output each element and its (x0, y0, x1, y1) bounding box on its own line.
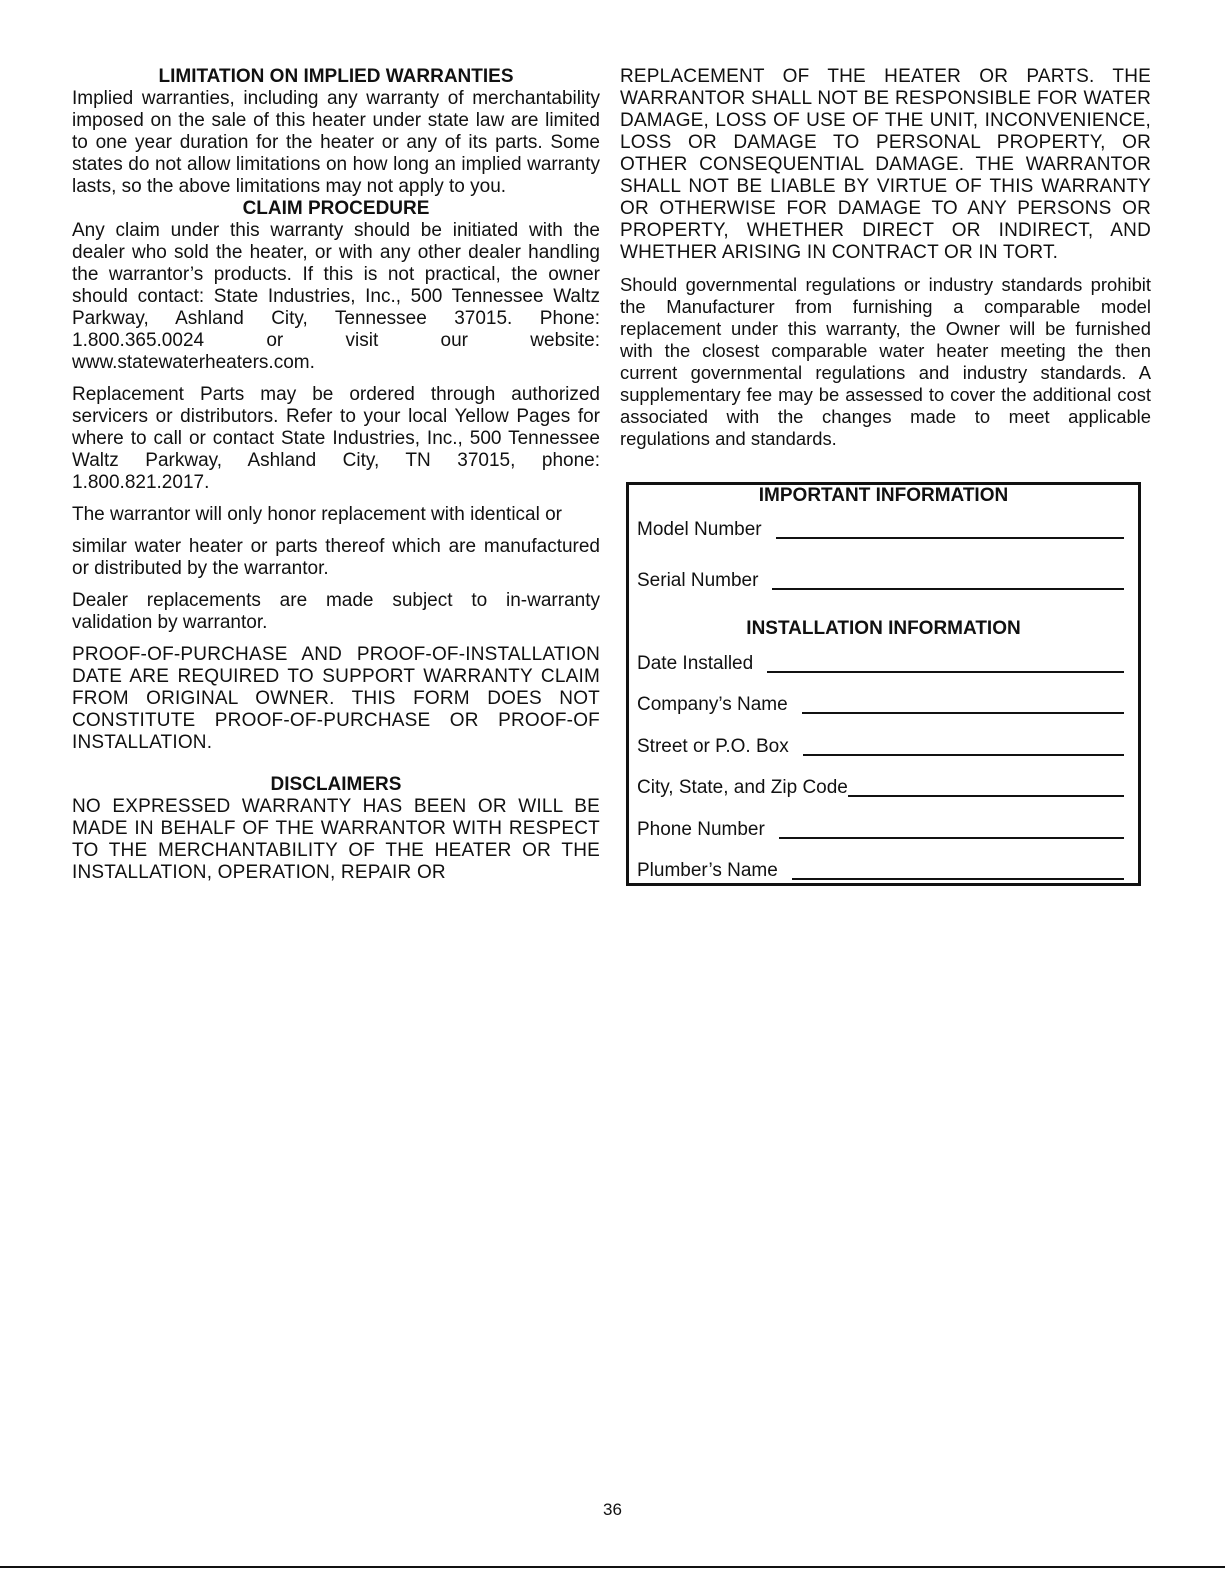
model-number-label: Model Number (637, 519, 762, 540)
disclaimers-text: NO EXPRESSED WARRANTY HAS BEEN OR WILL BE MADE IN BEHALF OF THE WARRANTOR WITH RESPECT TO THE MERCHANTABILITY OF THE HEATER OR THE INSTALLATION, OPERATION, REPAIR OR (72, 796, 600, 883)
company-name-line[interactable] (802, 692, 1124, 714)
plumber-name-field (637, 858, 1124, 882)
model-number-line[interactable] (776, 517, 1124, 539)
page-number: 36 (603, 1500, 622, 1519)
installation-information-heading: INSTALLATION INFORMATION (746, 618, 1021, 639)
limitation-heading: LIMITATION ON IMPLIED WARRANTIES (158, 66, 514, 87)
claim-procedure-text: Any claim under this warranty should be initiated with the dealer who sold the heater, or with any other dealer handling the warrantor’s products. If this is not practical, the owner should contact: State Industries, Inc., 500 Tennessee Waltz Parkway, Ashland City, Tennessee 37015. Phone: 1.800.365.0024 or visit our website: www.statewaterheaters.com. (72, 220, 600, 373)
right-column (620, 66, 1151, 450)
phone-number-field (637, 817, 1124, 841)
limitation-text: Implied warranties, including any warranty of merchantability imposed on the sale of this heater under state law are limited to one year duration for the heater or any of its parts. Some states do not allow limitations on how long an implied warranty lasts, so the above limitations may not apply to you. (72, 88, 600, 197)
street-label: Street or P.O. Box (637, 736, 789, 757)
street-line[interactable] (803, 734, 1124, 756)
phone-number-label: Phone Number (637, 819, 765, 840)
date-installed-line[interactable] (767, 651, 1124, 673)
honor-replacement-text-1: The warrantor will only honor replacement with identical or (72, 504, 563, 525)
serial-number-label: Serial Number (637, 570, 759, 591)
company-name-label: Company’s Name (637, 694, 788, 715)
phone-number-line[interactable] (779, 817, 1124, 839)
disclaimers-heading: DISCLAIMERS (270, 774, 402, 795)
regulations-text: Should governmental regulations or industry standards prohibit the Manufacturer from furnishing a comparable model replacement under this warranty, the Owner will be furnished with the closest comparable water heater meeting the then current governmental regulations and industry standards. A supplementary fee may be assessed to cover the additional cost associated with the changes made to meet applicable regulations and standards. (620, 274, 1151, 449)
serial-number-line[interactable] (772, 568, 1124, 590)
dealer-replacement-text: Dealer replacements are made subject to in-warranty validation by warrantor. (72, 590, 600, 633)
important-information-box (626, 482, 1141, 886)
claim-procedure-heading: CLAIM PROCEDURE (242, 198, 430, 219)
honor-replacement-text-2: similar water heater or parts thereof which are manufactured or distributed by the warrantor. (72, 536, 600, 579)
city-state-zip-field (637, 775, 1124, 799)
street-field (637, 734, 1124, 758)
company-name-field (637, 692, 1124, 716)
city-state-zip-label: City, State, and Zip Code (637, 777, 848, 798)
disclaimers-continued-text: REPLACEMENT OF THE HEATER OR PARTS. THE WARRANTOR SHALL NOT BE RESPONSIBLE FOR WATER DAMAGE, LOSS OF USE OF THE UNIT, INCONVENIENCE, LOSS OR DAMAGE TO PERSONAL PROPERTY, OR OTHER CONSEQUENTIAL DAMAGE. THE WARRANTOR SHALL NOT BE LIABLE BY VIRTUE OF THIS WARRANTY OR OTHERWISE FOR DAMAGE TO ANY PERSONS OR PROPERTY, WHETHER DIRECT OR INDIRECT, AND WHETHER ARISING IN CONTRACT OR IN TORT. (620, 66, 1151, 263)
model-number-field (637, 517, 1124, 541)
date-installed-label: Date Installed (637, 653, 754, 674)
left-column (72, 66, 600, 884)
important-information-heading: IMPORTANT INFORMATION (758, 485, 1009, 506)
proof-of-purchase-text: PROOF-OF-PURCHASE AND PROOF-OF-INSTALLATION DATE ARE REQUIRED TO SUPPORT WARRANTY CLAIM FROM ORIGINAL OWNER. THIS FORM DOES NOT CONSTITUTE PROOF-OF-PURCHASE OR PROOF-OF INSTALLATION. (72, 644, 600, 753)
plumber-name-label: Plumber’s Name (637, 860, 778, 881)
bottom-rule (0, 1566, 1225, 1568)
replacement-parts-text: Replacement Parts may be ordered through authorized servicers or distributors. Refer to your local Yellow Pages for where to call or contact State Industries, Inc., 500 Tennessee Waltz Parkway, Ashland City, TN 37015, phone: 1.800.821.2017. (72, 384, 600, 493)
serial-number-field (637, 568, 1124, 592)
plumber-name-line[interactable] (792, 858, 1124, 880)
city-state-zip-line[interactable] (848, 775, 1124, 797)
date-installed-field (637, 651, 1124, 675)
